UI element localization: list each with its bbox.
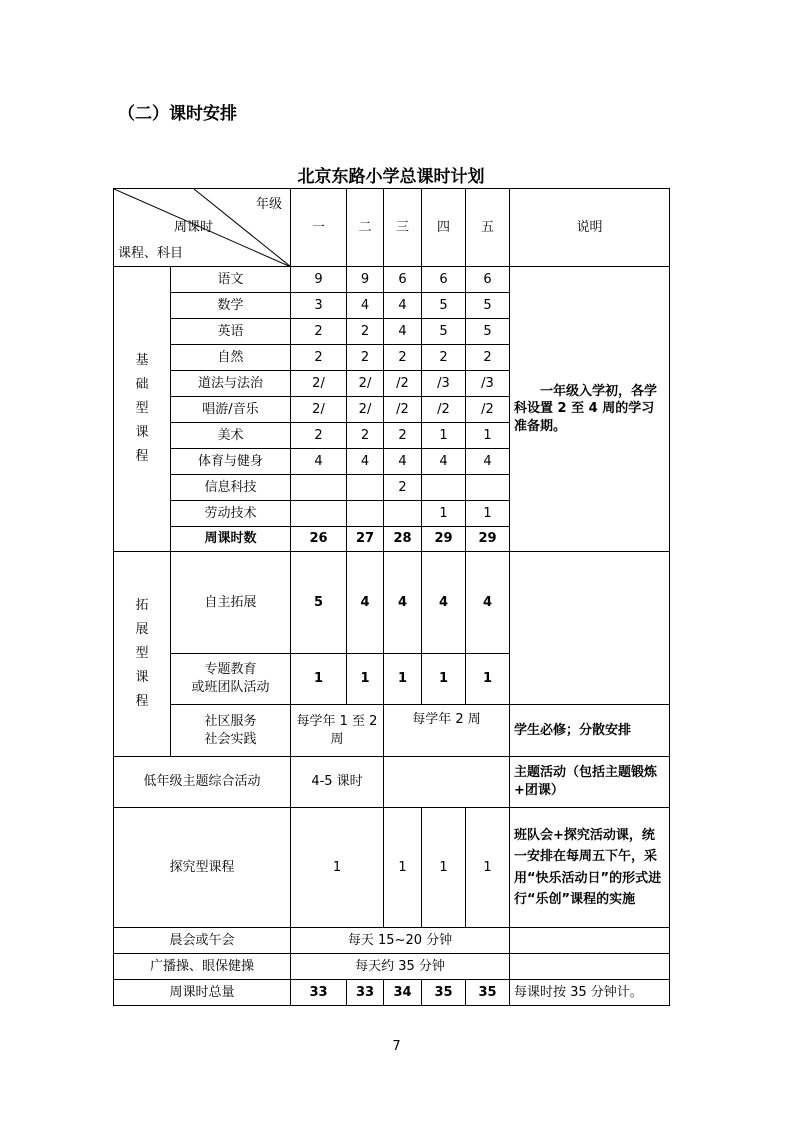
hours-cell: 1: [466, 654, 510, 705]
hours-cell: 1: [466, 423, 510, 449]
hours-cell: 2: [384, 423, 422, 449]
hours-cell: 5: [466, 293, 510, 319]
subject-label: 体育与健身: [171, 449, 291, 475]
hours-cell: 1: [466, 808, 510, 928]
grade-header-1: 一: [291, 189, 347, 267]
weekly-total-row: [114, 980, 670, 1006]
morning-value: 每天 15~20 分钟: [291, 928, 510, 954]
morning-label: 晨会或午会: [114, 928, 291, 954]
hours-cell: 5: [422, 319, 466, 345]
hours-cell: 2: [384, 345, 422, 371]
hours-cell: /2: [384, 371, 422, 397]
hours-cell: 5: [466, 319, 510, 345]
total-cell: 35: [422, 980, 466, 1006]
section-heading: （二）课时安排: [118, 104, 237, 124]
hours-cell: 1: [466, 501, 510, 527]
schedule-table: [113, 188, 670, 1006]
subject-label: 信息科技: [171, 475, 291, 501]
hours-cell: 2: [291, 345, 347, 371]
grade-header-4: 四: [422, 189, 466, 267]
grade-header-3: 三: [384, 189, 422, 267]
weekly-hours-label: 周课时: [174, 220, 214, 235]
course-subject-label: 课程、科目: [118, 246, 184, 261]
hours-cell: 2: [384, 475, 422, 501]
header-diagonal-cell: [114, 189, 291, 267]
hours-cell: /2: [466, 397, 510, 423]
hours-cell: 2/: [347, 397, 384, 423]
community-span-a: 每学年 1 至 2 周: [291, 705, 384, 757]
total-cell: 28: [384, 527, 422, 552]
total-cell: 29: [466, 527, 510, 552]
subject-label: 社区服务 社会实践: [171, 705, 291, 757]
extended-community-row: [114, 705, 670, 757]
hours-cell: 2: [422, 345, 466, 371]
hours-cell: 1: [422, 501, 466, 527]
hours-cell: 5: [422, 293, 466, 319]
hours-cell: 1: [384, 808, 422, 928]
total-cell: 35: [466, 980, 510, 1006]
hours-cell: 1: [422, 808, 466, 928]
hours-cell: 6: [422, 267, 466, 293]
hours-cell: 4: [384, 293, 422, 319]
weekly-total-label: 周课时总量: [114, 980, 291, 1006]
hours-cell: /3: [422, 371, 466, 397]
total-cell: 33: [291, 980, 347, 1006]
hours-cell: [384, 501, 422, 527]
low-grade-note: 主题活动（包括主题锻炼+团课）: [510, 757, 670, 808]
total-cell: 34: [384, 980, 422, 1006]
subject-label: 道法与法治: [171, 371, 291, 397]
weekly-total-note: 每课时按 35 分钟计。: [510, 980, 670, 1006]
grade-header-5: 五: [466, 189, 510, 267]
hours-cell: 4: [466, 449, 510, 475]
basic-note: 一年级入学初，各学科设置 2 至 4 周的学习准备期。: [510, 267, 670, 552]
hours-cell: 2/: [291, 371, 347, 397]
hours-cell: 9: [347, 267, 384, 293]
hours-cell: 4: [347, 552, 384, 654]
hours-cell: /2: [384, 397, 422, 423]
subject-label: 美术: [171, 423, 291, 449]
hours-cell: [466, 475, 510, 501]
hours-cell: [347, 501, 384, 527]
table-title: 北京东路小学总课时计划: [297, 167, 485, 187]
header-row: [114, 189, 670, 267]
total-cell: 27: [347, 527, 384, 552]
hours-cell: 1: [291, 654, 347, 705]
low-grade-row: [114, 757, 670, 808]
empty-note-cell: [510, 552, 670, 705]
low-grade-value: 4-5 课时: [291, 757, 384, 808]
empty-note-cell: [510, 928, 670, 954]
total-label: 周课时数: [171, 527, 291, 552]
inquiry-label: 探究型课程: [114, 808, 291, 928]
extended-self-row: [114, 552, 670, 654]
hours-cell: 2: [347, 423, 384, 449]
hours-cell: 2: [291, 319, 347, 345]
hours-cell: 2: [347, 319, 384, 345]
hours-cell: 4: [291, 449, 347, 475]
hours-cell: 1: [384, 654, 422, 705]
subject-label: 英语: [171, 319, 291, 345]
exercise-value: 每天约 35 分钟: [291, 954, 510, 980]
hours-cell: 1: [422, 423, 466, 449]
total-cell: 29: [422, 527, 466, 552]
hours-cell: 3: [291, 293, 347, 319]
hours-cell: 4: [347, 449, 384, 475]
table-row: [114, 267, 670, 293]
hours-cell: /3: [466, 371, 510, 397]
inquiry-note: 班队会+探究活动课，统一安排在每周五下午，采用“快乐活动日”的形式进行“乐创”课程的实施: [510, 808, 670, 928]
grade-label: 年级: [255, 197, 282, 212]
hours-cell: 1: [347, 654, 384, 705]
hours-cell: 2/: [291, 397, 347, 423]
hours-cell: /2: [422, 397, 466, 423]
subject-label: 数学: [171, 293, 291, 319]
note-header: 说明: [510, 189, 670, 267]
grade-header-2: 二: [347, 189, 384, 267]
exercise-row: [114, 954, 670, 980]
hours-cell: [291, 475, 347, 501]
hours-cell: 6: [466, 267, 510, 293]
hours-cell: 4: [466, 552, 510, 654]
exercise-label: 广播操、眼保健操: [114, 954, 291, 980]
page-number: 7: [392, 1039, 401, 1054]
hours-cell: 1: [422, 654, 466, 705]
hours-cell: 4: [384, 319, 422, 345]
hours-cell: 6: [384, 267, 422, 293]
hours-cell: [291, 501, 347, 527]
hours-cell: 4: [347, 293, 384, 319]
community-note: 学生必修；分散安排: [510, 705, 670, 757]
hours-cell: 2: [466, 345, 510, 371]
hours-cell: 2: [291, 423, 347, 449]
subject-label: 劳动技术: [171, 501, 291, 527]
extended-group-label: 拓展型课程: [114, 552, 171, 757]
morning-row: [114, 928, 670, 954]
total-cell: 33: [347, 980, 384, 1006]
hours-cell: [422, 475, 466, 501]
subject-label: 专题教育 或班团队活动: [171, 654, 291, 705]
hours-cell: 4: [422, 552, 466, 654]
inquiry-row: [114, 808, 670, 928]
hours-cell: 5: [291, 552, 347, 654]
community-span-b: 每学年 2 周: [384, 705, 510, 757]
hours-cell: 1: [291, 808, 384, 928]
basic-group-label: 基础型课程: [114, 267, 171, 552]
subject-label: 自主拓展: [171, 552, 291, 654]
hours-cell: 4: [384, 449, 422, 475]
subject-label: 自然: [171, 345, 291, 371]
hours-cell: 4: [422, 449, 466, 475]
hours-cell: 2/: [347, 371, 384, 397]
empty-note-cell: [510, 954, 670, 980]
hours-cell: 2: [347, 345, 384, 371]
low-grade-label: 低年级主题综合活动: [114, 757, 291, 808]
subject-label: 语文: [171, 267, 291, 293]
hours-cell: [347, 475, 384, 501]
empty-cell: [384, 757, 510, 808]
subject-label: 唱游/音乐: [171, 397, 291, 423]
hours-cell: 9: [291, 267, 347, 293]
hours-cell: 4: [384, 552, 422, 654]
total-cell: 26: [291, 527, 347, 552]
